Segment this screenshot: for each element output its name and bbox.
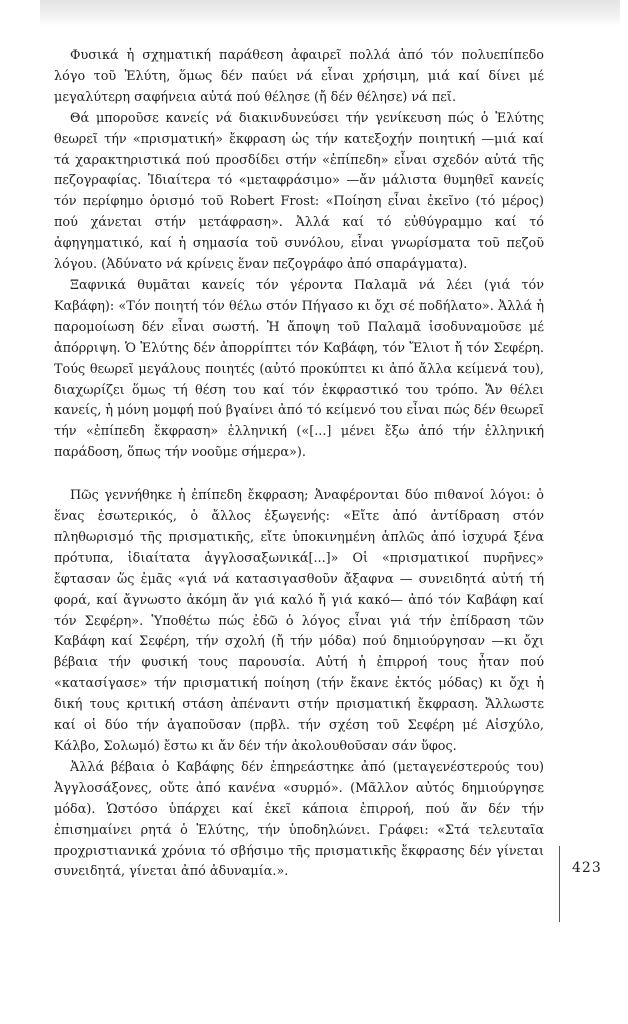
paragraph-4: Πῶς γεννήθηκε ἡ ἐπίπεδη ἔκφραση; Ἀναφέρονται δύο πιθανοί λόγοι: ὁ ἕνας ἐσωτερικός, ὁ ἄλλος ἐξωγενής: «Εἴτε ἀπό ἀντίδραση στόν πληθωρισμό τῆς πρισματικῆς, εἴτε ὑποκινημένη ἁπλῶς ἀπό ἰσχυρά ξένα πρότυπα, ἰδιαίτατα ἀγγλοσαξωνικά[...]» Οἱ «πρισματικοί πυρῆνες» ἔφτασαν ὥς ἐμᾶς «γιά νά κατασιγασθοῦν ἄξαφνα — συνειδητά αὐτή τή φορά, καί ἄγνωστο ἀκόμη ἄν γιά καλό ἤ γιά κακό— ἀπό τόν Καβάφη καί τόν Σεφέρη». Ὑποθέτω πώς ἐδῶ ὁ λόγος εἶναι γιά τήν ἐπίδραση τῶν Καβάφη καί Σεφέρη, τήν σχολή (ἤ τήν μόδα) πού δημιούργησαν —κι ὄχι βέβαια τήν φυσική τους παρουσία. Αὐτή ἡ ἐπιρροή τους ἦταν πού «κατασίγασε» τήν πρισματική ποίηση (τήν ἔκανε ἐκτός μόδας) κι ὄχι ἡ δική τους κριτική στάση ἀπέναντι στήν πρισματική ἔκφραση. Ἄλλωστε καί οἱ δύο τήν ἀγαποῦσαν (πρβλ. τήν σχέση τοῦ Σεφέρη μέ Αἰσχύλο, Κάλβο, Σολωμό) ἔστω κι ἄν δέν τήν ἀκολουθοῦσαν σάν ὕφος.: [54, 488, 544, 754]
margin-rule: [559, 846, 560, 922]
body-text: [54, 46, 544, 883]
paragraph-3: Ξαφνικά θυμᾶται κανείς τόν γέροντα Παλαμᾶ νά λέει (γιά τόν Καβάφη): «Τόν ποιητή τόν θέλω στόν Πήγασο κι ὄχι σέ ποδήλατο». Ἀλλά ἡ παρομοίωση δέν εἶναι σωστή. Ἡ ἄποψη τοῦ Παλαμᾶ ἰσοδυναμοῦσε μέ ἀπόρριψη. Ὁ Ἐλύτης δέν ἀπορρίπτει τόν Καβάφη, τόν Ἔλιοτ ἤ τόν Σεφέρη. Τούς θεωρεῖ μεγάλους ποιητές (αὐτό προκύπτει κι ἀπό ἄλλα κείμενά του), διαχωρίζει ὅμως τή θέση του καί τόν ἐκφραστικό του τρόπο. Ἄν θέλει κανείς, ἡ μόνη μομφή πού βγαίνει ἀπό τό κείμενό του εἶναι πώς δέν θεωρεῖ τήν «ἐπίπεδη ἔκφραση» ἑλληνική («[...] μένει ἔξω ἀπό τήν ἑλληνική παράδοση, ὅπως τήν νοοῦμε σήμερα»).: [54, 277, 544, 461]
paragraph-5: Ἀλλά βέβαια ὁ Καβάφης δέν ἐπηρεάστηκε ἀπό (μεταγενέστερούς του) Ἀγγλοσάξονες, οὔτε ἀπό κανένα «συρμό». (Μᾶλλον αὐτός δημιούργησε μόδα). Ὡστόσο ὑπάρχει καί ἐκεῖ κάποια ἐπιρροή, πού ἄν δέν τήν ἐπισημαίνει ρητά ὁ Ἐλύτης, τήν ὑποδηλώνει. Γράφει: «Στά τελευταῖα προχριστιανικά χρόνια τό σβήσιμο τῆς πρισματικῆς ἔκφρασης δέν γίνεται συνειδητά, γίνεται ἀπό ἀδυναμία.».: [54, 759, 544, 880]
paragraph-1: Φυσικά ἡ σχηματική παράθεση ἀφαιρεῖ πολλά ἀπό τόν πολυεπίπεδο λόγο τοῦ Ἐλύτη, ὅμως δέν παύει νά εἶναι χρήσιμη, μιά καί δίνει μέ μεγαλύτερη σαφήνεια αὐτά πού θέλησε (ἤ δέν θέλησε) νά πεῖ.: [54, 48, 544, 105]
paragraph-2: Θά μποροῦσε κανείς νά διακινδυνεύσει τήν γενίκευση πώς ὁ Ἐλύτης θεωρεῖ τήν «πρισματική» ἔκφραση ὡς τήν κατεξοχήν ποιητική —μιά καί τά χαρακτηριστικά πού προσδίδει στήν «ἐπίπεδη» εἶναι σχεδόν αὐτά τῆς πεζογραφίας. Ἰδιαίτερα τό «μεταφράσιμο» —ἄν μάλιστα θυμηθεῖ κανείς τόν περίφημο ὁρισμό τοῦ Robert Frost: «Ποίηση εἶναι ἐκεῖνο (τό μέρος) πού χάνεται στήν μετάφραση». Ἀλλά καί τό εὐθύγραμμο καί τό ἀφηγηματικό, καί ἡ σημασία τοῦ συνόλου, εἶναι γνωρίσματα τοῦ πεζοῦ λόγου. (Ἀδύνατο νά κρίνεις ἕναν πεζογράφο ἀπό σπαράγματα).: [54, 110, 544, 273]
scan-shadow-band: [40, 0, 620, 26]
section-gap: [54, 464, 544, 486]
page-number: 423: [572, 860, 602, 876]
